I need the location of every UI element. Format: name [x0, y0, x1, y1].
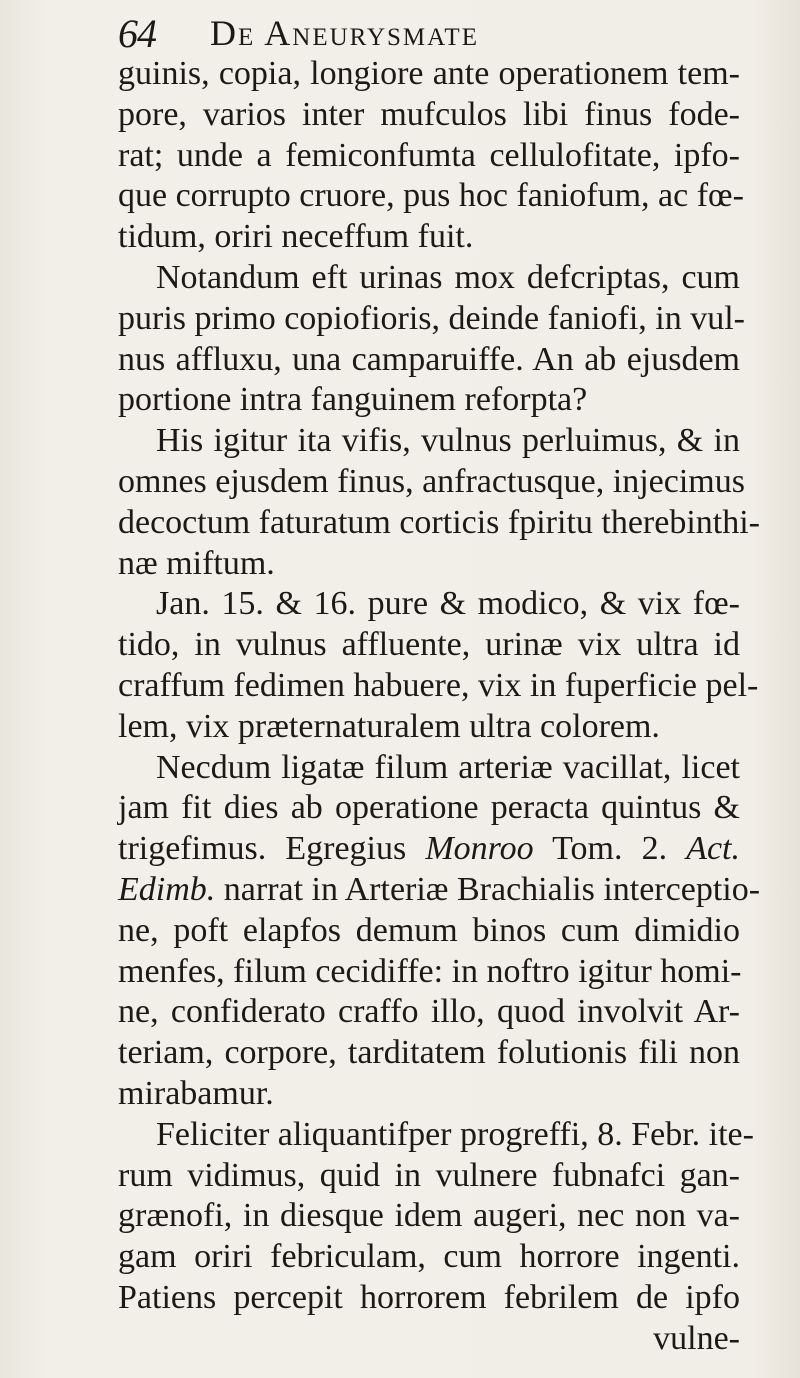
text-line: ne, confiderato craffo illo, quod involvit Ar- — [118, 993, 740, 1031]
text-line: His igitur ita vifis, vulnus perluimus, & in — [156, 422, 740, 460]
text-line: Necdum ligatæ filum arteriæ vacillat, licet — [156, 748, 740, 786]
text-line: portione intra fanguinem reforpta? — [118, 381, 588, 419]
text-line: puris primo copiofioris, deinde faniofi, in vul- — [118, 299, 745, 337]
text-line: rat; unde a femiconfumta cellulofitate, ipfo- — [118, 136, 740, 174]
text-line: grænofi, in diesque idem augeri, nec non va- — [118, 1197, 740, 1235]
text-line: jam fit dies ab operatione peracta quintus & — [118, 789, 740, 827]
text-line: pore, varios inter mufculos libi finus fode- — [118, 95, 740, 133]
text-line: rum vidimus, quid in vulnere fubnafci gan- — [118, 1156, 740, 1194]
text-line: ne, poft elapfos demum binos cum dimidio — [118, 911, 740, 949]
text-line: tido, in vulnus affluente, urinæ vix ultra id — [118, 626, 740, 664]
text-line: tidum, oriri neceffum fuit. — [118, 218, 474, 256]
text-line: craffum fedimen habuere, vix in fuperficie pel- — [118, 666, 759, 704]
text-line: Feliciter aliquantifper progreffi, 8. Febr. ite- — [156, 1115, 754, 1153]
text-line: gam oriri febriculam, cum horrore ingenti. — [118, 1238, 740, 1276]
text-line: teriam, corpore, tarditatem folutionis fili non — [118, 1034, 740, 1072]
page-header — [118, 8, 718, 58]
text-line: næ miftum. — [118, 544, 275, 582]
body-text — [118, 54, 761, 1360]
text-line: guinis, copia, longiore ante operationem tem- — [118, 55, 740, 92]
author-name: Monroo — [425, 830, 534, 868]
text-line: Notandum eft urinas mox defcriptas, cum — [156, 258, 740, 296]
text-line: Jan. 15. & 16. pure & modico, & vix fœ- — [156, 585, 740, 623]
text-line: Patiens percepit horrorem febrilem de ipfo — [118, 1278, 740, 1316]
text-line: omnes ejusdem finus, anfractusque, injecimus — [118, 462, 745, 500]
catchword: vulne- — [653, 1319, 740, 1357]
text-line: que corrupto cruore, pus hoc faniofum, ac fœ- — [118, 177, 744, 215]
text-line: mirabamur. — [118, 1074, 274, 1112]
text-line: Edimb. narrat in Arteriæ Brachialis interceptio- — [118, 870, 761, 908]
text-line: decoctum faturatum corticis fpiritu therebinthi- — [118, 503, 760, 541]
citation-abbrev: Edimb. — [118, 870, 216, 908]
running-head: De Aneurysmate — [210, 13, 479, 53]
page-number: 64 — [118, 11, 156, 56]
citation-abbrev: Act. — [686, 830, 740, 868]
text-line: menfes, filum cecidiffe: in noftro igitur homi- — [118, 952, 742, 990]
text-line: trigefimus. Egregius Monroo Tom. 2. Act. — [118, 830, 740, 868]
text-line: lem, vix præternaturalem ultra colorem. — [118, 707, 660, 745]
text-line: nus affluxu, una camparuiffe. An ab ejusdem — [118, 340, 740, 378]
